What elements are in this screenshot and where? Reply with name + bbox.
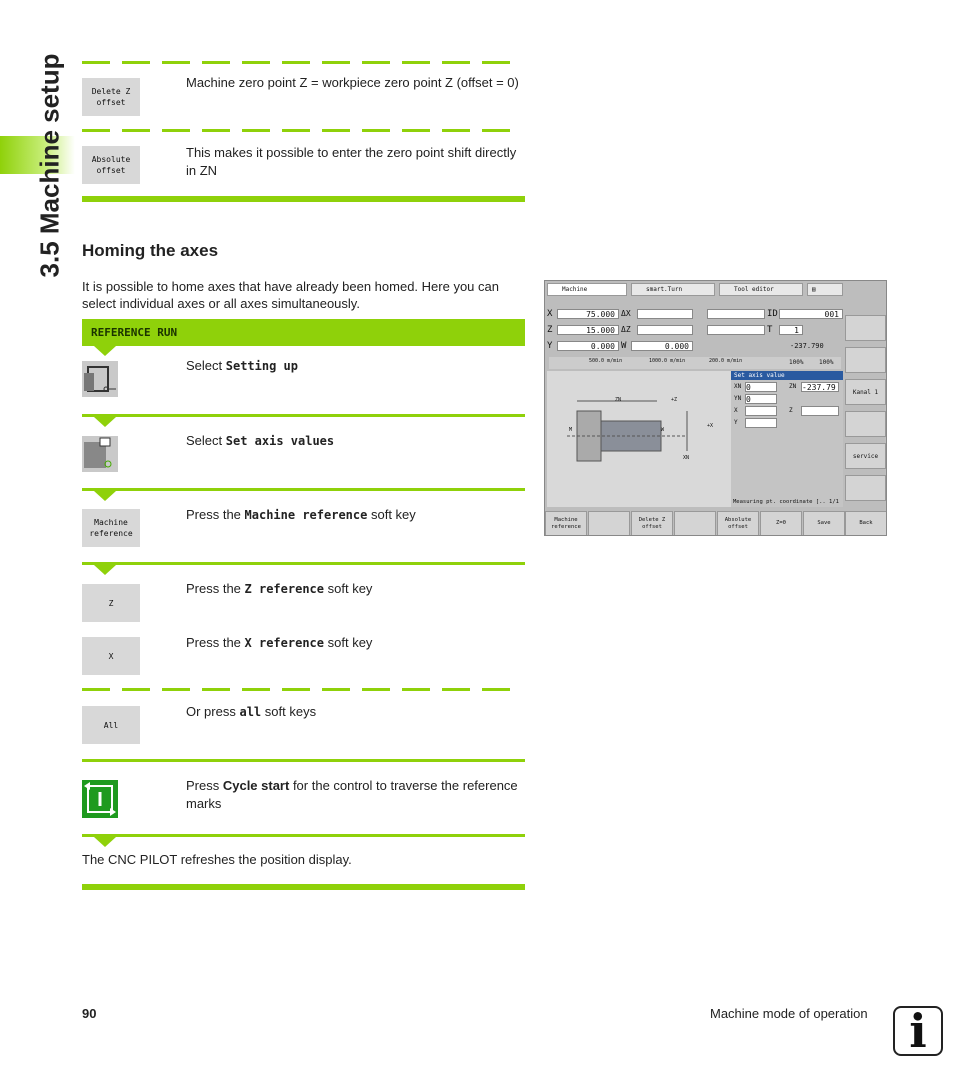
dlg-x-field bbox=[745, 406, 777, 416]
angle-readout: -237.790 bbox=[790, 342, 824, 350]
dx-field bbox=[637, 309, 693, 319]
tool-field-1 bbox=[707, 309, 765, 319]
step-arrow bbox=[94, 417, 116, 427]
step-arrow bbox=[94, 837, 116, 847]
step-arrow bbox=[94, 346, 116, 356]
dlg-y-label: Y bbox=[734, 419, 738, 426]
tab-extra: ▤ bbox=[807, 283, 843, 296]
w-axis-label: W bbox=[621, 341, 627, 351]
step-keyword: X reference bbox=[244, 636, 325, 650]
xn-label: XN bbox=[734, 383, 742, 390]
footer-note: The CNC PILOT refreshes the position display. bbox=[82, 852, 352, 867]
drawing-z-label: +Z bbox=[671, 397, 678, 403]
step-text: Select bbox=[186, 433, 226, 448]
step-text: Press bbox=[186, 778, 223, 793]
override-2: 100% bbox=[819, 359, 834, 366]
step-keyword: Machine reference bbox=[244, 508, 368, 522]
step-keyword: Z reference bbox=[244, 582, 325, 596]
step-text: soft key bbox=[324, 581, 373, 596]
zn-field: -237.79 bbox=[801, 382, 839, 392]
machine-reference-softkey: Machine reference bbox=[82, 509, 140, 547]
service-softkey: service bbox=[845, 443, 886, 469]
step-text: Select bbox=[186, 358, 226, 373]
control-screenshot bbox=[544, 280, 887, 536]
dashed-separator bbox=[82, 688, 518, 691]
dlg-x-label: X bbox=[734, 407, 738, 414]
dlg-y-field bbox=[745, 418, 777, 428]
section-side-title bbox=[32, 52, 68, 282]
kanal-softkey: Kanal 1 bbox=[845, 379, 886, 405]
tool-field-2 bbox=[707, 325, 765, 335]
delete-z-offset-description: Machine zero point Z = workpiece zero point Z (offset = 0) bbox=[186, 75, 519, 90]
step-keyword: Setting up bbox=[225, 359, 298, 373]
screen-softkey-empty-1 bbox=[588, 511, 630, 536]
yn-label: YN bbox=[734, 395, 742, 402]
setting-up-icon bbox=[82, 361, 118, 397]
dlg-z-field bbox=[801, 406, 839, 416]
drawing-area bbox=[547, 371, 731, 507]
dashed-separator bbox=[82, 61, 518, 64]
reference-run-banner: REFERENCE RUN bbox=[82, 319, 525, 346]
y-axis-label: Y bbox=[547, 341, 553, 351]
delete-z-offset-softkey: Delete Z offset bbox=[82, 78, 140, 116]
step-keyword: Set axis values bbox=[225, 434, 335, 448]
override-1: 100% bbox=[789, 359, 804, 366]
step-arrow bbox=[94, 565, 116, 575]
drawing-zn-label: ZN bbox=[615, 397, 622, 403]
step-text: soft key bbox=[324, 635, 373, 650]
vertical-softkey-4 bbox=[845, 411, 886, 437]
chapter-footer: Machine mode of operation bbox=[710, 1006, 868, 1021]
step-press-z-reference bbox=[186, 580, 521, 598]
step-press-all bbox=[186, 703, 521, 721]
drawing-m-label: M bbox=[569, 427, 573, 433]
spindle-row bbox=[549, 357, 841, 369]
tab-smart-turn: smart.Turn bbox=[631, 283, 715, 296]
section-end-bar bbox=[82, 884, 525, 890]
step-separator bbox=[82, 488, 525, 491]
screen-softkey-z0: Z=0 bbox=[760, 511, 802, 536]
step-text: Press the bbox=[186, 507, 245, 522]
dashed-separator bbox=[82, 129, 518, 132]
feed-1: 500.0 m/min bbox=[589, 358, 623, 364]
step-keyword: all bbox=[239, 705, 262, 719]
x-axis-label: X bbox=[547, 309, 553, 319]
step-press-machine-reference bbox=[186, 506, 521, 524]
tab-machine: Machine bbox=[547, 283, 627, 296]
section-heading: Homing the axes bbox=[82, 241, 219, 260]
step-text: soft keys bbox=[261, 704, 317, 719]
section-end-bar bbox=[82, 196, 525, 202]
info-icon bbox=[893, 1006, 943, 1056]
step-text: Press the bbox=[186, 581, 245, 596]
step-separator bbox=[82, 834, 525, 837]
intro-paragraph: It is possible to home axes that have already been homed. Here you can select individual axes or all axes simultaneously. bbox=[82, 279, 499, 311]
page-number: 90 bbox=[82, 1006, 97, 1021]
zn-label: ZN bbox=[789, 383, 797, 390]
z-reference-softkey: Z bbox=[82, 584, 140, 622]
xn-field: 0 bbox=[745, 382, 777, 392]
set-axis-dialog bbox=[731, 371, 843, 507]
dx-label: ΔX bbox=[621, 309, 631, 318]
dlg-z-label: Z bbox=[789, 407, 793, 414]
dz-field bbox=[637, 325, 693, 335]
absolute-offset-softkey: Absolute offset bbox=[82, 146, 140, 184]
step-keyword: Cycle start bbox=[222, 778, 290, 793]
step-text: soft key bbox=[367, 507, 416, 522]
y-position: 0.000 bbox=[557, 341, 619, 351]
step-separator bbox=[82, 414, 525, 417]
drawing-xn-label: XN bbox=[683, 455, 690, 461]
x-reference-softkey: X bbox=[82, 637, 140, 675]
step-text: Or press bbox=[186, 704, 240, 719]
dialog-title: Set axis value bbox=[731, 371, 843, 380]
id-label: ID bbox=[767, 309, 778, 319]
w-position: 0.000 bbox=[631, 341, 693, 351]
screen-softkey-absolute-offset: Absolute offset bbox=[717, 511, 759, 536]
screen-softkey-empty-2 bbox=[674, 511, 716, 536]
z-axis-label: Z bbox=[547, 325, 553, 335]
step-press-cycle-start bbox=[186, 777, 521, 813]
status-line: Measuring pt. coordinate [.. 1/1 bbox=[733, 499, 839, 505]
feed-2: 1000.0 m/min bbox=[649, 358, 686, 364]
drawing-x-label: +X bbox=[707, 423, 714, 429]
step-arrow bbox=[94, 491, 116, 501]
feed-3: 200.0 m/min bbox=[709, 358, 743, 364]
step-select-set-axis-values bbox=[186, 432, 521, 450]
screen-softkey-save: Save bbox=[803, 511, 845, 536]
screen-softkey-delete-z-offset: Delete Z offset bbox=[631, 511, 673, 536]
t-label: T bbox=[767, 325, 773, 335]
tab-tool-editor: Tool editor bbox=[719, 283, 803, 296]
step-separator bbox=[82, 562, 525, 565]
step-select-setting-up bbox=[186, 357, 521, 375]
id-field: 001 bbox=[779, 309, 843, 319]
yn-field: 0 bbox=[745, 394, 777, 404]
vertical-softkey-6 bbox=[845, 475, 886, 501]
info-glyph: i bbox=[909, 1004, 927, 1058]
step-text: for the control to traverse the reference marks bbox=[186, 778, 518, 811]
step-separator bbox=[82, 759, 525, 762]
screen-softkey-machine-reference: Machine reference bbox=[545, 511, 587, 536]
all-softkey: All bbox=[82, 706, 140, 744]
t-field: 1 bbox=[779, 325, 803, 335]
step-text: Press the bbox=[186, 635, 245, 650]
cycle-start-icon bbox=[82, 780, 118, 818]
drawing-w-label: W bbox=[661, 427, 665, 433]
z-position: 15.000 bbox=[557, 325, 619, 335]
screen-softkey-back: Back bbox=[845, 511, 887, 536]
step-press-x-reference bbox=[186, 634, 521, 652]
vertical-softkey-2 bbox=[845, 347, 886, 373]
absolute-offset-description: This makes it possible to enter the zero point shift directly in ZN bbox=[186, 145, 517, 178]
dz-label: ΔZ bbox=[621, 325, 631, 334]
side-title-text: 3.5 Machine setup bbox=[34, 53, 65, 278]
vertical-softkey-1 bbox=[845, 315, 886, 341]
set-axis-values-icon bbox=[82, 436, 118, 472]
x-position: 75.000 bbox=[557, 309, 619, 319]
